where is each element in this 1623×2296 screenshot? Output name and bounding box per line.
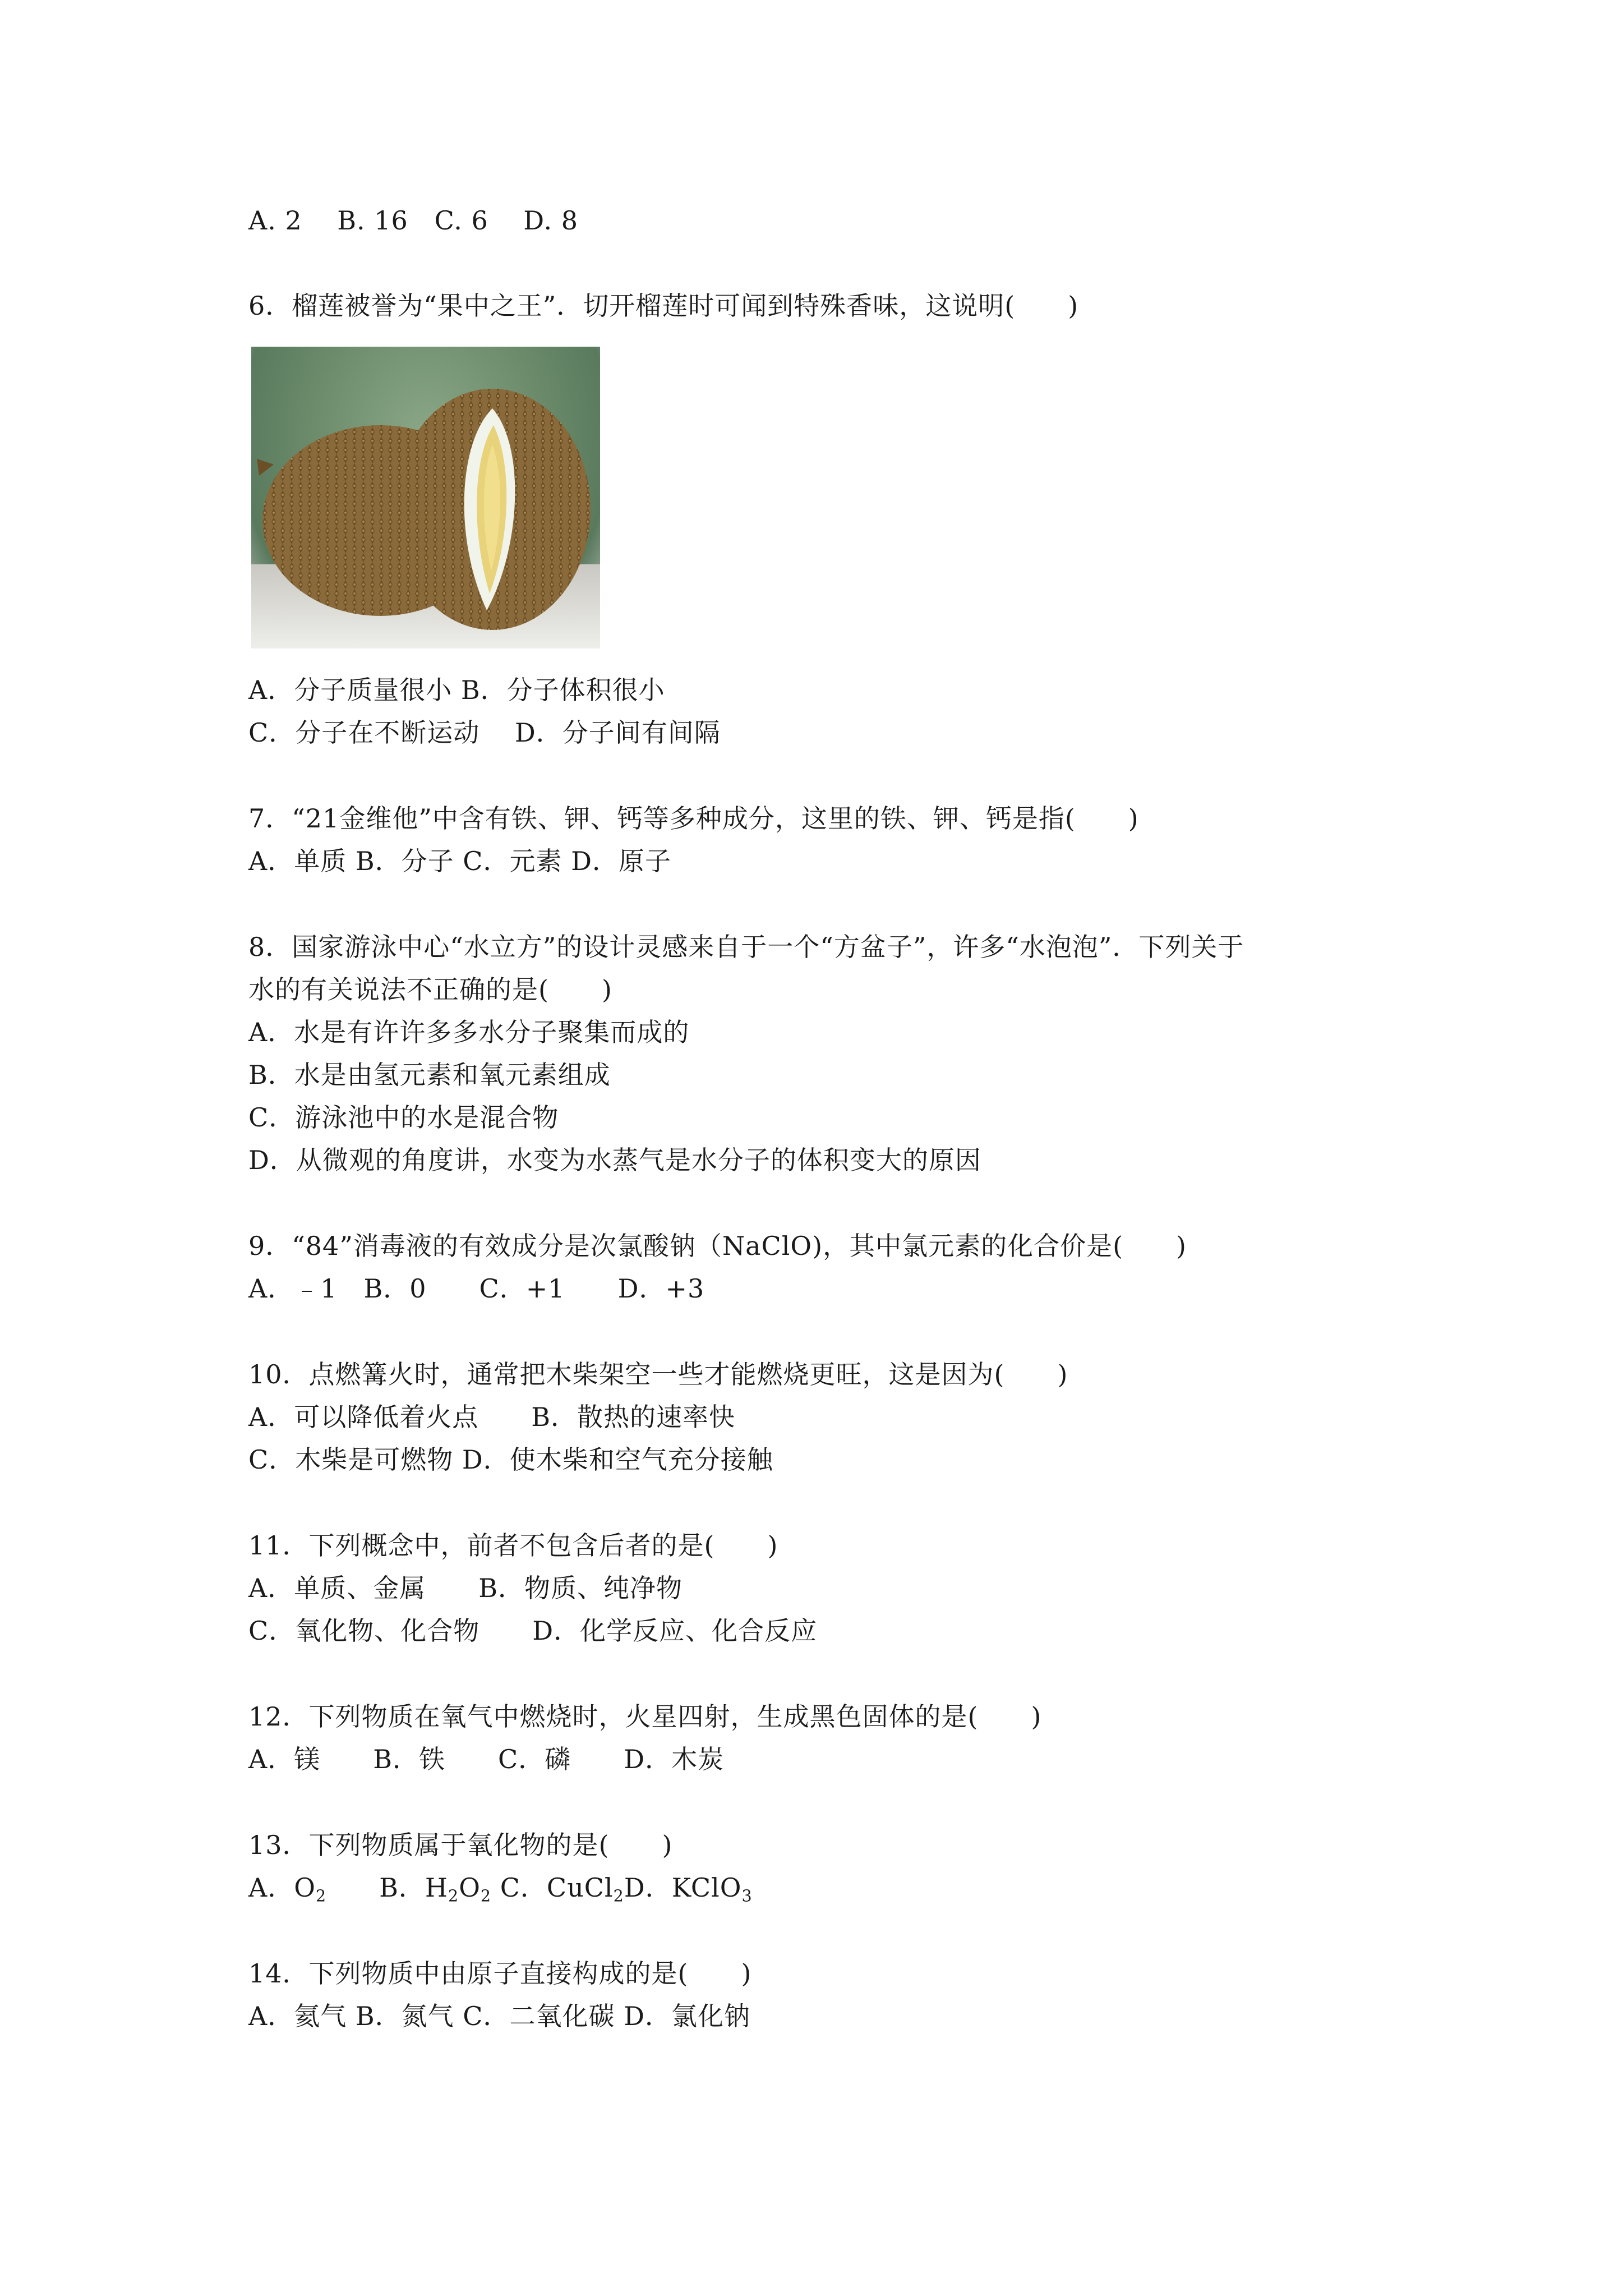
q13-option-a: O xyxy=(294,1872,316,1903)
q8-option-b: B．水是由氢元素和氧元素组成 xyxy=(248,1060,611,1090)
durian-illustration xyxy=(251,347,600,648)
q8-stem-line2: 水的有关说法不正确的是( ) xyxy=(248,974,612,1005)
q13-option-b-label: B． xyxy=(379,1872,425,1903)
q12-stem: 12．下列物质在氧气中燃烧时，火星四射，生成黑色固体的是( ) xyxy=(248,1701,1042,1732)
q13-option-d-label: D． xyxy=(624,1872,672,1903)
q13-option-c-label: C． xyxy=(500,1872,547,1903)
q9-stem: 9．“84”消毒液的有效成分是次氯酸钠（NaClO)，其中氯元素的化合价是( ) xyxy=(248,1231,1187,1261)
q10-options-line2: C．木柴是可燃物 D．使木柴和空气充分接触 xyxy=(248,1444,773,1475)
q13-option-a-label: A． xyxy=(248,1872,294,1903)
q13-options xyxy=(248,1871,753,1904)
q13-option-c: CuCl xyxy=(546,1872,614,1903)
q13-option-b-h-sub: 2 xyxy=(448,1887,459,1906)
q8-option-a: A．水是有许许多多水分子聚集而成的 xyxy=(248,1017,690,1047)
q11-stem: 11．下列概念中，前者不包含后者的是( ) xyxy=(248,1530,778,1561)
q11-options-line2: C．氧化物、化合物 D．化学反应、化合反应 xyxy=(248,1616,818,1646)
durian-image xyxy=(251,347,600,648)
q8-option-d: D．从微观的角度讲，水变为水蒸气是水分子的体积变大的原因 xyxy=(248,1145,981,1175)
q11-options-line1: A．单质、金属 B．物质、纯净物 xyxy=(248,1573,683,1603)
q10-options-line1: A．可以降低着火点 B．散热的速率快 xyxy=(248,1402,736,1432)
q13-option-b-o-sub: 2 xyxy=(480,1887,492,1906)
q13-option-d-sub: 3 xyxy=(741,1887,753,1906)
q13-option-b-h: H xyxy=(425,1872,449,1903)
q14-options: A．氦气 B．氮气 C．二氧化碳 D．氯化钠 xyxy=(248,2001,750,2031)
q13-option-d: KClO xyxy=(671,1872,742,1903)
q9-options: A．﹣1 B．0 C．+1 D．+3 xyxy=(248,1273,705,1304)
q12-options: A．镁 B．铁 C．磷 D．木炭 xyxy=(248,1744,725,1774)
q13-stem: 13．下列物质属于氧化物的是( ) xyxy=(248,1830,673,1860)
q13-option-a-sub: 2 xyxy=(315,1887,327,1906)
q6-options-line1: A．分子质量很小 B．分子体积很小 xyxy=(248,675,665,705)
q14-stem: 14．下列物质中由原子直接构成的是( ) xyxy=(248,1958,752,1989)
q7-options: A．单质 B．分子 C．元素 D．原子 xyxy=(248,846,671,876)
q13-option-b-o: O xyxy=(459,1872,481,1903)
q7-stem: 7．“21金维他”中含有铁、钾、钙等多种成分，这里的铁、钾、钙是指( ) xyxy=(248,803,1139,834)
q10-stem: 10．点燃篝火时，通常把木柴架空一些才能燃烧更旺，这是因为( ) xyxy=(248,1359,1068,1389)
q5-options: A. 2 B. 16 C. 6 D. 8 xyxy=(248,205,578,236)
q6-stem: 6．榴莲被誉为“果中之王”．切开榴莲时可闻到特殊香味，这说明( ) xyxy=(248,291,1079,321)
q8-option-c: C．游泳池中的水是混合物 xyxy=(248,1102,559,1133)
q8-stem-line1: 8．国家游泳中心“水立方”的设计灵感来自于一个“方盆子”，许多“水泡泡”．下列关于 xyxy=(248,932,1244,962)
q6-options-line2: C．分子在不断运动 D．分子间有间隔 xyxy=(248,717,721,748)
q13-option-c-sub: 2 xyxy=(613,1887,624,1906)
